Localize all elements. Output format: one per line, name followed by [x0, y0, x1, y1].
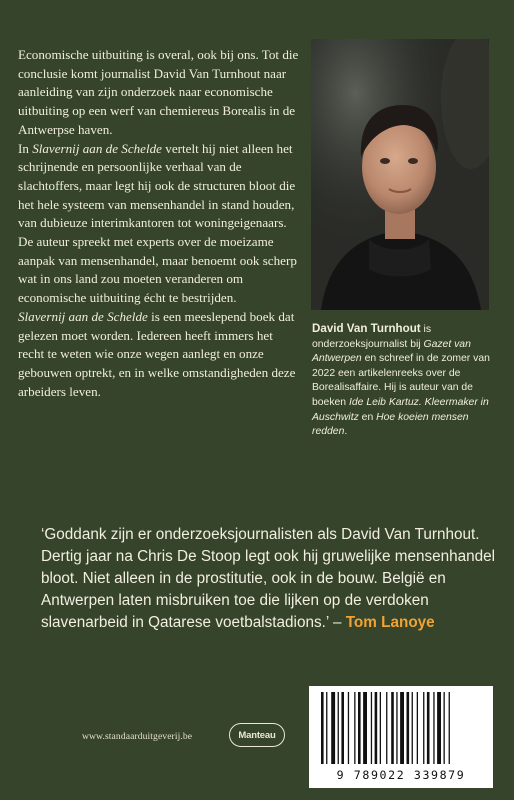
author-bio: David Van Turnhout is onderzoeksjournalist bij Gazet van Antwerpen en schreef in de zomer van 2022 een artikelenreeks over de Borealisaffaire. Hij is auteur van de boeken Ide Leib Kartuz. Kleermaker in Auschwitz en Hoe koeien mensen redden. — [312, 322, 490, 438]
isbn-barcode — [309, 686, 493, 788]
author-name: David Van Turnhout — [312, 322, 421, 335]
review-quote: ‘Goddank zijn er onderzoeksjournalisten als David Van Turnhout. Dertig jaar na Chris De Stoop legt ook hij gruwelijke mensenhandel bloot. Niet alleen in de prostitutie, ook in de bouw. België en Antwerpen laten misbruiken toe die lijken op de verdoken slavenarbeid in Qatarese voetbalstadions.’ – Tom Lanoye — [41, 526, 496, 631]
quote-author: Tom Lanoye — [345, 613, 435, 631]
publisher-website: www.standaarduitgeverij.be — [82, 731, 193, 742]
barcode-bars — [309, 686, 493, 770]
blurb-text — [18, 46, 300, 401]
book-title-1: Ide Leib Kartuz. Kleermaker in Auschwitz — [312, 396, 489, 423]
author-portrait-image — [311, 39, 489, 310]
barcode-number: 9 789022 339879 — [336, 768, 466, 782]
book-title: Slavernij aan de Schelde — [18, 308, 148, 324]
blurb-paragraph-1: Economische uitbuiting is overal, ook bij ons. Tot die conclusie komt journalist David Van Turnhout naar aanleiding van zijn onderzoek naar economische uitbuiting op een werf van chemiereus Borealis in de Antwerpse haven. — [18, 47, 299, 137]
newspaper-name: Gazet van Antwerpen — [312, 338, 471, 365]
author-photo — [311, 39, 489, 310]
blurb-paragraph-2: In Slavernij aan de Schelde vertelt hij niet alleen het schrijnende en persoonlijke verhaal van de slachtoffers, maar legt hij ook de structuren bloot die het hele systeem van mensenhandel in stand houden, van dubieuze interimkantoren tot woningeigenaars. — [18, 140, 296, 231]
book-title: Slavernij aan de Schelde — [32, 140, 162, 156]
blurb-paragraph-3: De auteur spreekt met experts over de moeizame aanpak van mensenhandel, maar benoemt ook scherp wat in ons land zou moeten veranderen om economische uitbuiting écht te bestrijden. — [18, 234, 297, 306]
publisher-logo: Manteau — [229, 723, 285, 747]
book-title-2: Hoe koeien mensen redden — [312, 411, 469, 438]
blurb-paragraph-4: Slavernij aan de Schelde is een meeslepend boek dat gelezen moet worden. Iedereen heeft immers het recht te weten wie onze wegen aanlegt en onze gebouwen optrekt, en in welke omstandigheden deze arbeiders leven. — [18, 308, 296, 399]
